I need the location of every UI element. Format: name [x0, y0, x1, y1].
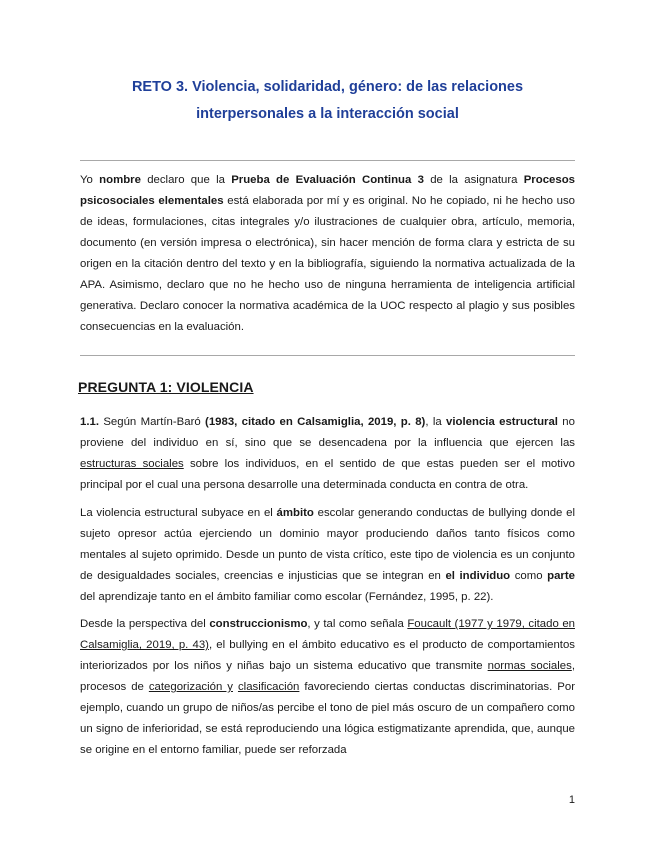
text: del aprendizaje tanto en el ámbito familiar como escolar (Fernández, 1995, p. 22). — [80, 591, 494, 603]
text-bold: el individuo — [445, 570, 511, 582]
declaration-paragraph — [80, 170, 575, 338]
text-underlined: Foucault (1977 y 1979, citado en Calsamiglia, 2019, p. 43) — [80, 618, 575, 651]
text: está elaborada por mí y es original. No he copiado, ni he hecho uso de ideas, formulaciones, citas integrales y/o ilustraciones de cualquier obra, artículo, memoria, documento (en versión impresa o electrónica), sin hacer mención de forma clara y estricta de su origen en la citación dentro del texto y en la bibliografía, siguiendo la normativa actualizada de la APA. Asimismo, declaro que no he hecho uso de ninguna herramienta de inteligencia artificial generativa. Declaro conocer la normativa académica de la UOC respecto al plagio y sus posibles consecuencias en la evaluación. — [80, 195, 575, 333]
text: favoreciendo ciertas conductas discriminatorias. Por ejemplo, cuando un grupo de niños/as percibe el tono de piel más oscuro de un compañero como un signo de inferioridad, se está reproduciendo una lógica estigmatizante aprendida, que, aunque se origine en el entorno familiar, puede ser reforzada — [80, 681, 575, 756]
text: Yo — [80, 174, 100, 186]
paragraph-1-1 — [80, 412, 575, 496]
text-underlined: normas sociales — [487, 660, 572, 672]
text-underlined: categorización y — [148, 681, 233, 693]
text: , el bullying en el ámbito educativo es el producto de comportamientos interiorizados por los niños y niñas bajo un sistema educativo que transmite — [80, 639, 575, 672]
text-bold: parte — [547, 570, 575, 582]
text: no proviene del individuo en sí, sino que se desencadena por la influencia que ejercen las — [80, 416, 575, 449]
text-bold: ámbito — [276, 507, 314, 519]
text: como — [510, 570, 548, 582]
text-underlined: estructuras sociales — [80, 458, 184, 470]
document-title — [80, 74, 575, 128]
text-bold: 1.1. — [80, 416, 99, 428]
text: sobre los individuos, en el sentido de que estas pueden ser el motivo principal por el cual una persona desarrolle una determinada conducta en contra de otra. — [80, 458, 575, 491]
paragraph-2 — [80, 503, 575, 608]
divider-middle — [80, 355, 575, 356]
text-bold: construccionismo — [209, 618, 308, 630]
text-bold: Procesos psicosociales elementales — [80, 174, 575, 207]
text: La violencia estructural subyace en el — [80, 507, 277, 519]
text: , y tal como señala — [307, 618, 408, 630]
text: , procesos de — [80, 660, 575, 693]
text-underlined: clasificación — [237, 681, 300, 693]
text: Desde la perspectiva del — [80, 618, 210, 630]
text-bold: violencia estructural — [446, 416, 558, 428]
paragraph-3 — [80, 614, 575, 761]
text-bold: Prueba de Evaluación Continua 3 — [231, 174, 424, 186]
text-bold: (1983, citado en Calsamiglia, 2019, p. 8) — [205, 416, 426, 428]
text: , la — [425, 416, 447, 428]
text: Según Martín-Baró — [99, 416, 206, 428]
text: declaro que la — [140, 174, 232, 186]
text: de la asignatura — [423, 174, 524, 186]
text-bold: nombre — [99, 174, 141, 186]
divider-top — [80, 160, 575, 161]
title-line-1: RETO 3. Violencia, solidaridad, género: de las relaciones — [131, 79, 524, 95]
title-line-2: interpersonales a la interacción social — [196, 106, 459, 122]
section-heading: PREGUNTA 1: VIOLENCIA — [78, 379, 254, 395]
text: escolar generando conductas de bullying donde el sujeto opresor actúa ejerciendo un dominio mayor produciendo daños tanto físicos como mentales al sujeto oprimido. Desde un punto de vista crítico, este tipo de violencia es un conjunto de desigualdades sociales, creencias e injusticias que se integran en — [80, 507, 575, 582]
page-number: 1 — [568, 794, 575, 806]
